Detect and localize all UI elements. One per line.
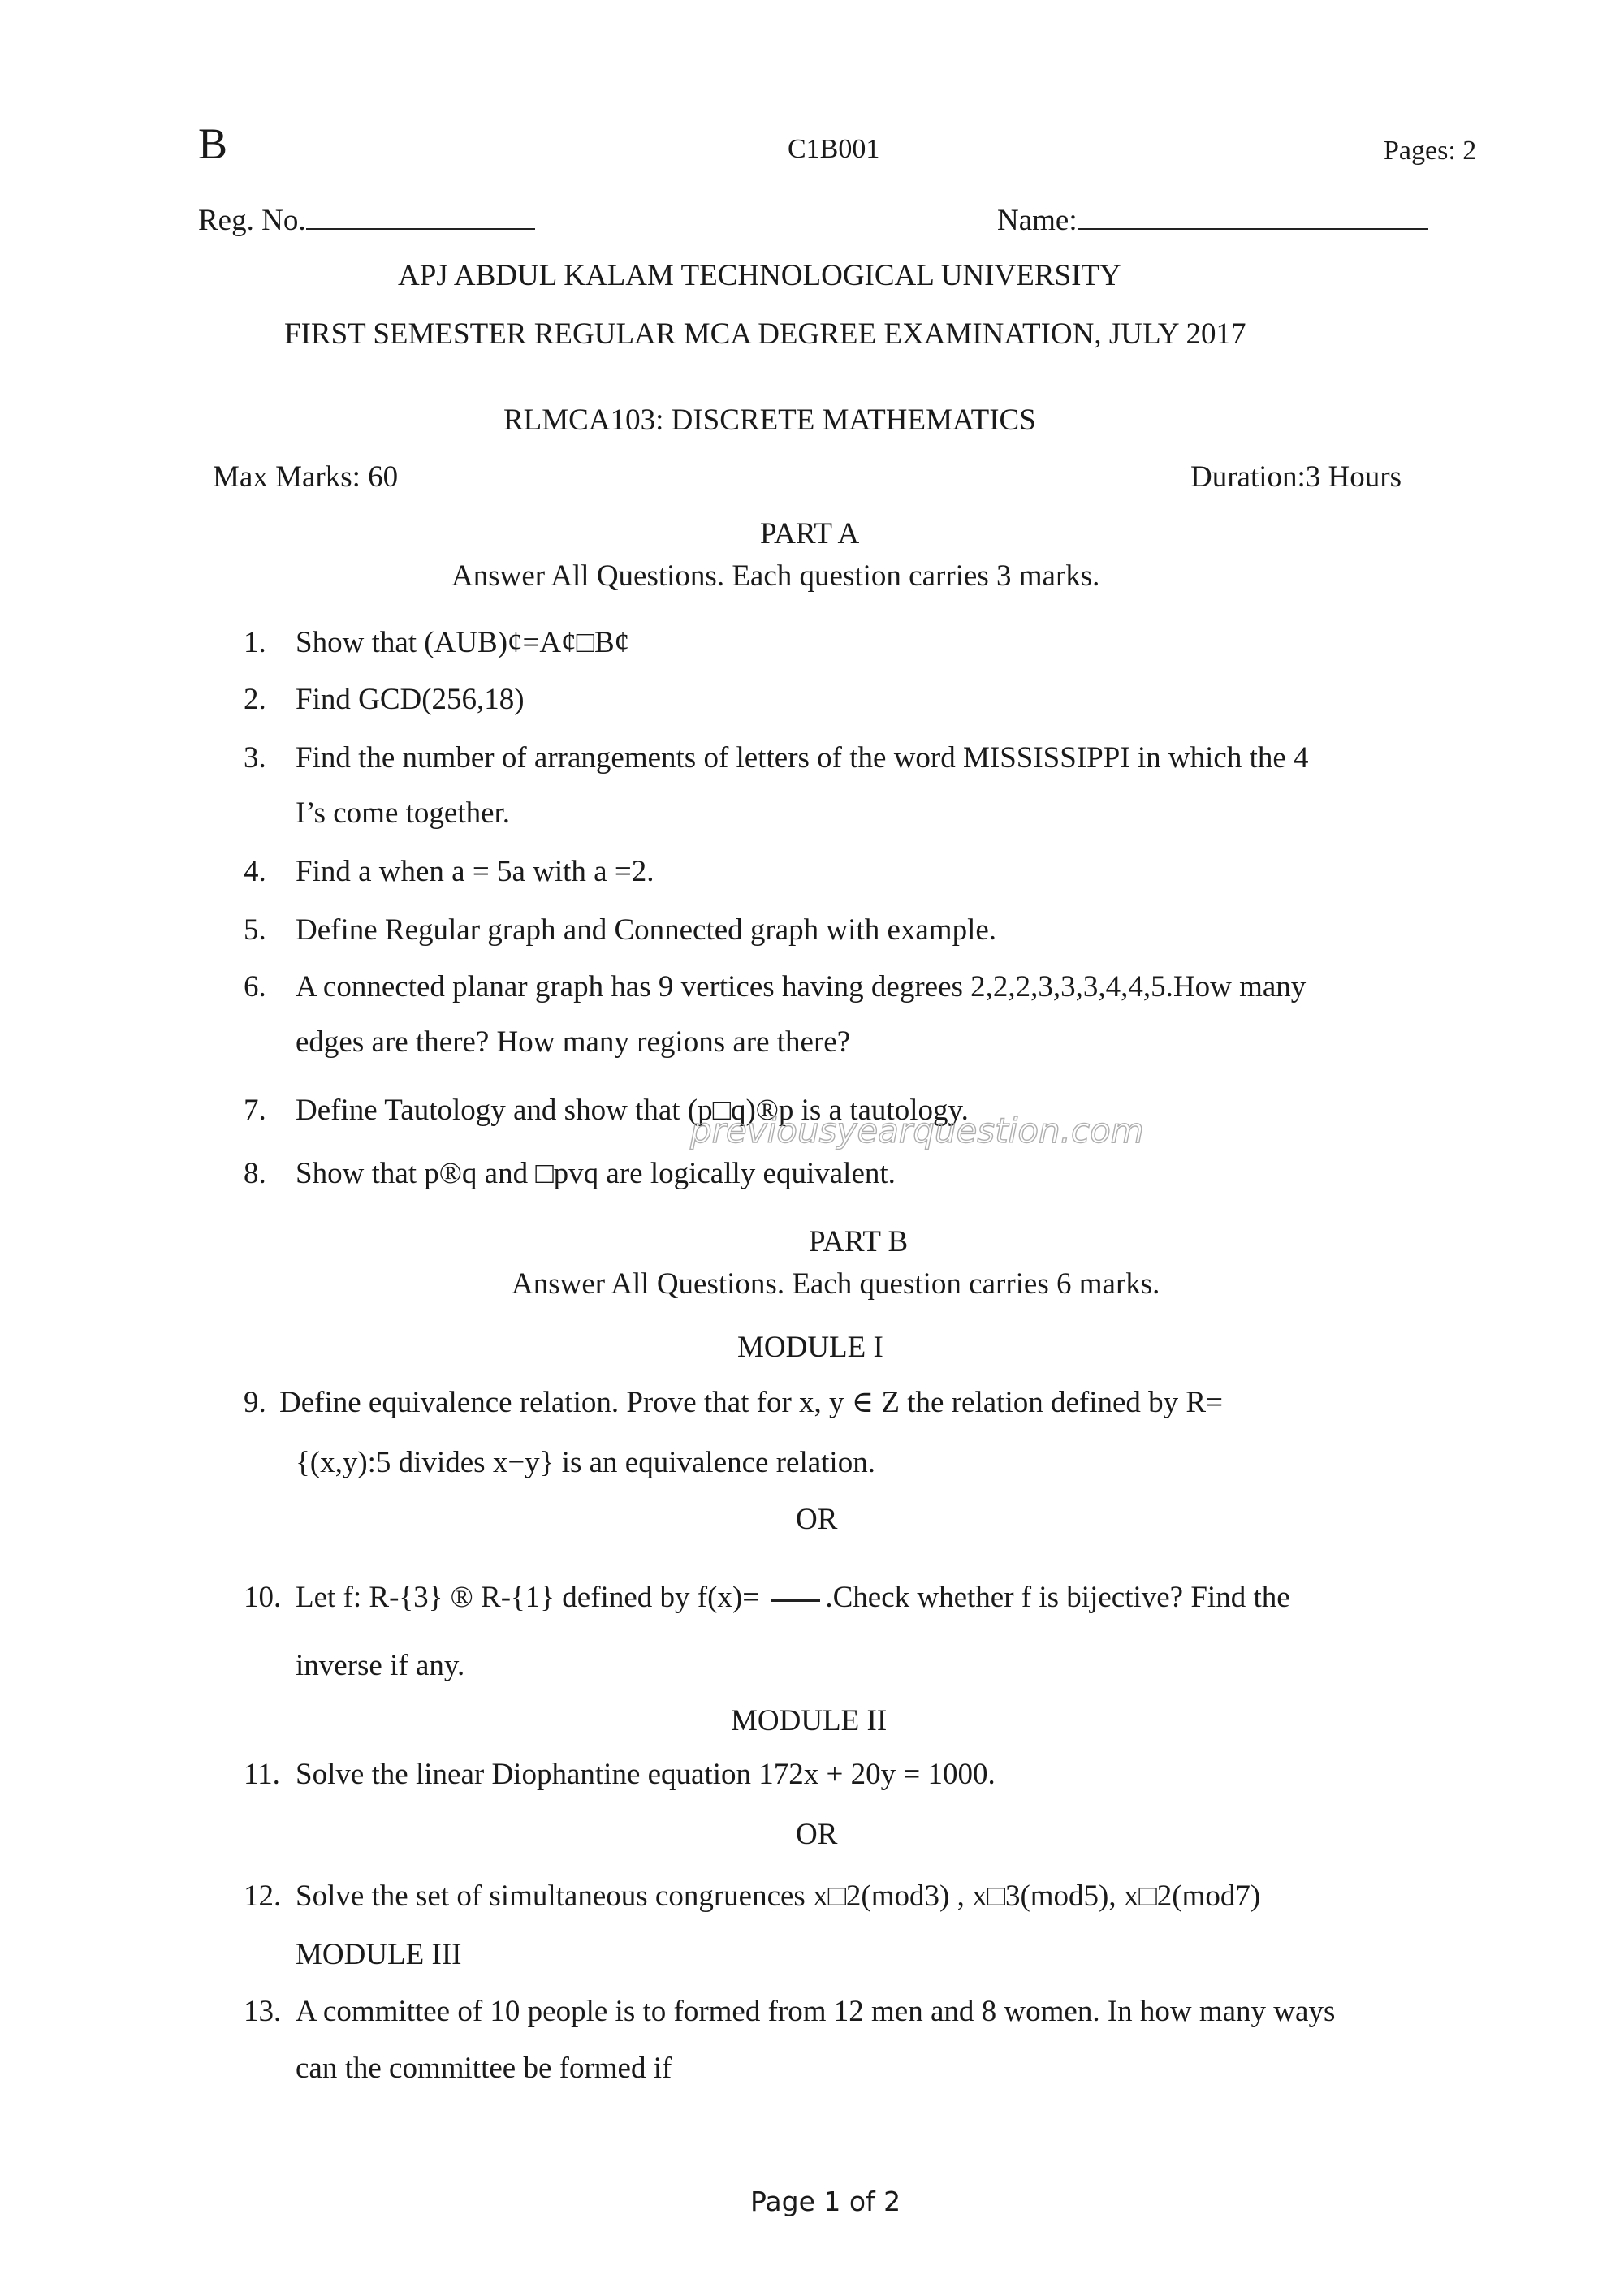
question-3-text-line2: I’s come together.: [296, 796, 511, 830]
question-11-text: Solve the linear Diophantine equation 172x + 20y = 1000.: [296, 1758, 996, 1791]
question-10-text-b: .Check whether f is bijective? Find the: [825, 1581, 1290, 1614]
question-number: 12.: [244, 1880, 282, 1913]
question-10-text-line2: inverse if any.: [296, 1649, 465, 1682]
page-footer: Page 1 of 2: [750, 2186, 901, 2217]
question-12-text: Solve the set of simultaneous congruences x□2(mod3) , x□3(mod5), x□2(mod7): [296, 1880, 1261, 1913]
question-number: 9.: [244, 1386, 266, 1419]
module-3-heading: MODULE III: [296, 1938, 462, 1971]
part-a-instruction: Answer All Questions. Each question carries 3 marks.: [451, 559, 1100, 593]
question-number: 11.: [244, 1758, 280, 1791]
part-b-heading: PART B: [809, 1225, 909, 1258]
max-marks: Max Marks: 60: [213, 460, 399, 494]
part-b-instruction: Answer All Questions. Each question carries 6 marks.: [512, 1267, 1160, 1301]
question-number: 10.: [244, 1581, 282, 1614]
module-1-heading: MODULE I: [737, 1331, 883, 1364]
question-8-text: Show that p®q and □pvq are logically equivalent.: [296, 1157, 896, 1190]
or-divider-1: OR: [796, 1503, 838, 1536]
question-3-text-line1: Find the number of arrangements of letters of the word MISSISSIPPI in which the 4: [296, 741, 1309, 775]
name-blank: [1078, 204, 1428, 230]
page-count: Pages: 2: [1384, 136, 1477, 166]
or-divider-2: OR: [796, 1818, 838, 1851]
course-title: RLMCA103: DISCRETE MATHEMATICS: [503, 404, 1036, 437]
question-number: 7.: [244, 1094, 266, 1127]
question-1-text: Show that (AUB)¢=A¢□B¢: [296, 626, 630, 659]
university-title: APJ ABDUL KALAM TECHNOLOGICAL UNIVERSITY: [398, 259, 1121, 292]
question-6-text-line1: A connected planar graph has 9 vertices having degrees 2,2,2,3,3,3,4,4,5.How many: [296, 970, 1307, 1003]
watermark: previousyearquestion.com: [690, 1111, 1144, 1150]
question-5-text: Define Regular graph and Connected graph with example.: [296, 913, 997, 947]
question-10-text-line1: [296, 1580, 1290, 1616]
name-label: Name:: [997, 204, 1078, 237]
question-2-text: Find GCD(256,18): [296, 683, 525, 716]
question-number: 8.: [244, 1157, 266, 1190]
question-9-text-line1: Define equivalence relation. Prove that for x, y ∈ Z the relation defined by R=: [279, 1386, 1223, 1419]
reg-no-field[interactable]: [198, 203, 535, 239]
question-9-text-line2: {(x,y):5 divides x−y} is an equivalence relation.: [296, 1446, 875, 1479]
paper-code: C1B001: [788, 134, 880, 164]
question-number: 13.: [244, 1995, 282, 2028]
reg-no-blank: [306, 204, 535, 230]
question-number: 4.: [244, 855, 266, 888]
name-field[interactable]: [997, 203, 1428, 239]
question-13-text-line1: A committee of 10 people is to formed from 12 men and 8 women. In how many ways: [296, 1995, 1336, 2028]
question-number: 5.: [244, 913, 266, 947]
series-letter: B: [198, 119, 228, 168]
fraction-placeholder: [771, 1599, 820, 1602]
question-7-text: Define Tautology and show that (p□q)®p is a tautology.: [296, 1094, 969, 1127]
reg-no-label: Reg. No.: [198, 204, 306, 237]
question-number: 3.: [244, 741, 266, 775]
question-number: 1.: [244, 626, 266, 659]
duration: Duration:3 Hours: [1190, 460, 1402, 494]
question-number: 6.: [244, 970, 266, 1003]
exam-title: FIRST SEMESTER REGULAR MCA DEGREE EXAMINATION, JULY 2017: [284, 317, 1246, 351]
question-number: 2.: [244, 683, 266, 716]
question-6-text-line2: edges are there? How many regions are there?: [296, 1025, 851, 1059]
question-4-text: Find a when a = 5a with a =2.: [296, 855, 654, 888]
module-2-heading: MODULE II: [731, 1704, 888, 1737]
question-13-text-line2: can the committee be formed if: [296, 2052, 672, 2085]
question-10-text-a: Let f: R-{3} ® R-{1} defined by f(x)=: [296, 1581, 760, 1614]
part-a-heading: PART A: [760, 517, 860, 550]
